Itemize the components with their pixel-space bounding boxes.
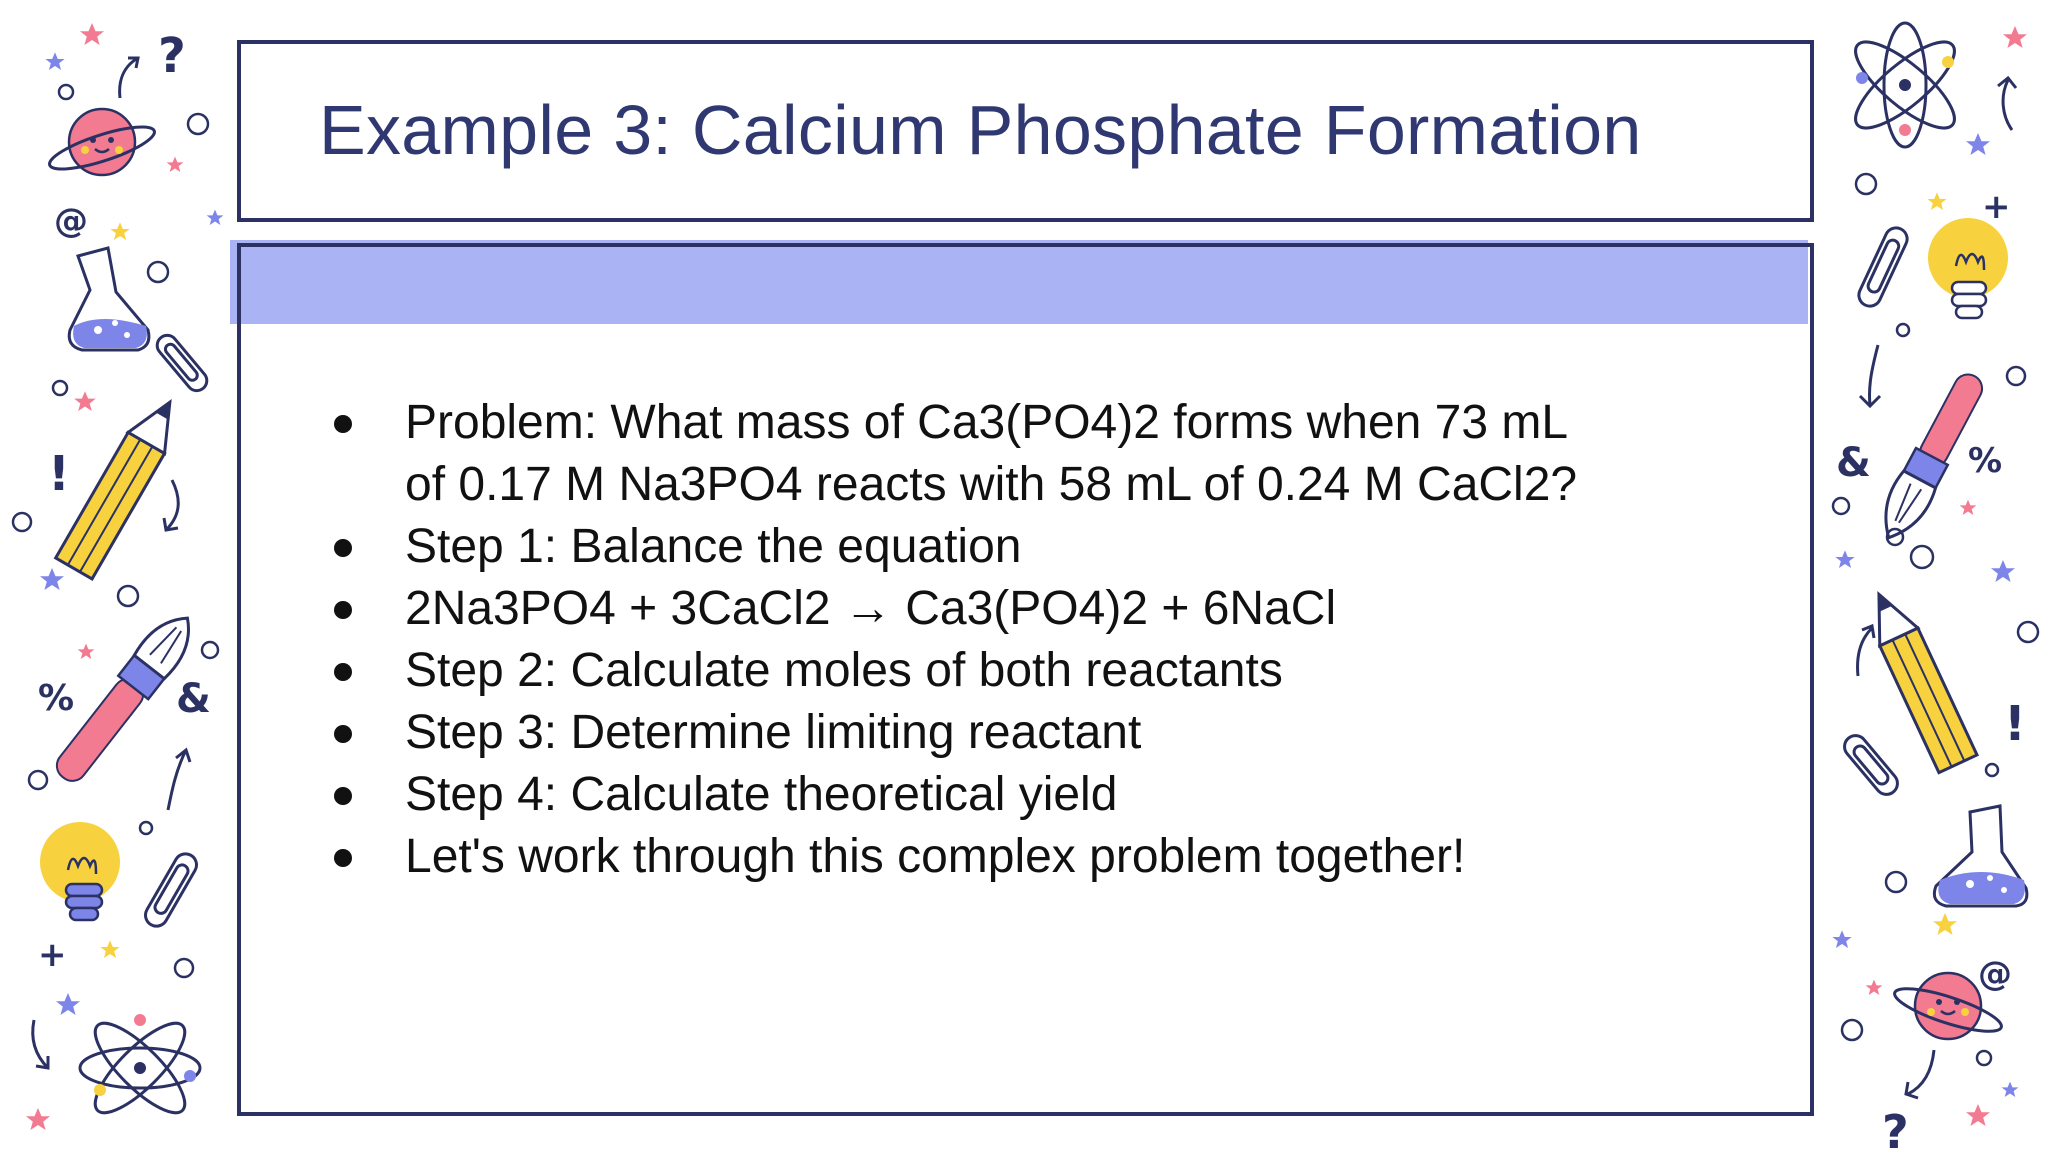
plus-glyph: +: [38, 935, 67, 975]
star-icon: [100, 940, 119, 958]
bullet-item: [320, 516, 1720, 578]
slide-title: Example 3: Calcium Phosphate Formation: [319, 91, 1642, 169]
circle-icon: [1856, 174, 1876, 194]
arrow-icon: [120, 58, 138, 98]
flask-icon: [69, 248, 149, 350]
bullet-item: [320, 640, 1720, 702]
question-mark-glyph: ?: [1882, 1105, 1909, 1152]
star-icon: [1866, 980, 1883, 995]
flask-icon: [1934, 806, 2027, 906]
exclamation-glyph: !: [48, 446, 70, 502]
star-icon: [2003, 26, 2027, 48]
circle-icon: [148, 262, 168, 282]
circle-icon: [1833, 498, 1849, 514]
star-icon: [45, 52, 64, 70]
star-icon: [1960, 500, 1977, 515]
plus-glyph: +: [1982, 187, 2011, 227]
circle-icon: [29, 771, 47, 789]
star-icon: [40, 568, 64, 590]
bullet-item: [320, 392, 1720, 516]
question-mark-glyph: ?: [158, 28, 186, 84]
circle-icon: [59, 85, 73, 99]
bullet-item: [320, 826, 1720, 888]
atom-icon: [80, 1011, 200, 1124]
bullet-dot: [334, 415, 352, 433]
circle-icon: [2007, 367, 2025, 385]
star-icon: [1927, 192, 1946, 210]
circle-icon: [202, 642, 218, 658]
pencil-icon: [1860, 585, 1977, 772]
star-icon: [2002, 1082, 2019, 1097]
percent-glyph: %: [1968, 441, 2003, 481]
bullet-text: Step 1: Balance the equation: [405, 520, 1022, 573]
circle-icon: [118, 586, 138, 606]
arrow-icon: [1998, 78, 2016, 130]
bullet-dot: [334, 539, 352, 557]
ampersand-glyph: &: [1836, 440, 1871, 486]
arrow-icon: [1860, 345, 1880, 406]
star-icon: [26, 1108, 50, 1130]
bullet-text-continued: of 0.17 M Na3PO4 reacts with 58 mL of 0.24 M CaCl2?: [405, 458, 1578, 511]
star-icon: [110, 222, 129, 240]
arrow-icon: [33, 1020, 48, 1068]
bullet-text: Step 3: Determine limiting reactant: [405, 706, 1142, 759]
bullet-item: [320, 764, 1720, 826]
arrow-icon: [168, 750, 190, 810]
at-sign-glyph: @: [54, 201, 88, 241]
bullet-list: [320, 392, 1720, 888]
bullet-item: [320, 702, 1720, 764]
star-icon: [1966, 133, 1990, 155]
arrow-icon: [1858, 626, 1874, 676]
percent-glyph: %: [38, 678, 75, 719]
star-icon: [1991, 560, 2015, 582]
bullet-text: Problem: What mass of Ca3(PO4)2 forms when 73 mL: [405, 396, 1569, 449]
exclamation-glyph: !: [2004, 696, 2026, 752]
planet-icon: [46, 109, 159, 177]
star-icon: [167, 157, 184, 172]
circle-icon: [1842, 1020, 1862, 1040]
paperclip-icon: [1840, 731, 1902, 799]
arrow-icon: [164, 480, 178, 530]
paperclip-icon: [153, 331, 211, 394]
circle-icon: [175, 959, 193, 977]
star-icon: [80, 23, 104, 45]
bullet-dot: [334, 787, 352, 805]
lightbulb-icon: [1928, 218, 2008, 318]
star-icon: [1933, 913, 1957, 935]
star-icon: [56, 993, 80, 1015]
at-sign-glyph: @: [1978, 954, 2012, 994]
circle-icon: [2018, 622, 2038, 642]
star-icon: [207, 210, 224, 225]
lightbulb-icon: [40, 822, 120, 920]
paperclip-icon: [1855, 224, 1910, 309]
arrow-icon: [1906, 1050, 1934, 1098]
star-icon: [74, 391, 96, 411]
ampersand-glyph: &: [176, 676, 211, 722]
star-icon: [1832, 930, 1851, 948]
circle-icon: [1986, 764, 1998, 776]
bullet-text: Let's work through this complex problem together!: [405, 830, 1466, 883]
title-box: [237, 40, 1814, 222]
bullet-item: [320, 578, 1720, 640]
circle-icon: [1886, 872, 1906, 892]
star-icon: [78, 644, 95, 659]
circle-icon: [1897, 324, 1909, 336]
pencil-icon: [56, 392, 188, 579]
bullet-dot: [334, 663, 352, 681]
star-icon: [1966, 1104, 1990, 1126]
bullet-dot: [334, 601, 352, 619]
atom-icon: [1844, 23, 1966, 147]
circle-icon: [53, 381, 67, 395]
bullet-dot: [334, 725, 352, 743]
circle-icon: [13, 513, 31, 531]
star-icon: [1835, 550, 1854, 568]
bullet-text: Step 4: Calculate theoretical yield: [405, 768, 1118, 821]
circle-icon: [1911, 546, 1933, 568]
bullet-text: 2Na3PO4 + 3CaCl2 → Ca3(PO4)2 + 6NaCl: [405, 582, 1337, 635]
circle-icon: [188, 114, 208, 134]
circle-icon: [1977, 1051, 1991, 1065]
bullet-text: Step 2: Calculate moles of both reactants: [405, 644, 1283, 697]
paperclip-icon: [141, 850, 200, 930]
bullet-dot: [334, 849, 352, 867]
circle-icon: [140, 822, 152, 834]
